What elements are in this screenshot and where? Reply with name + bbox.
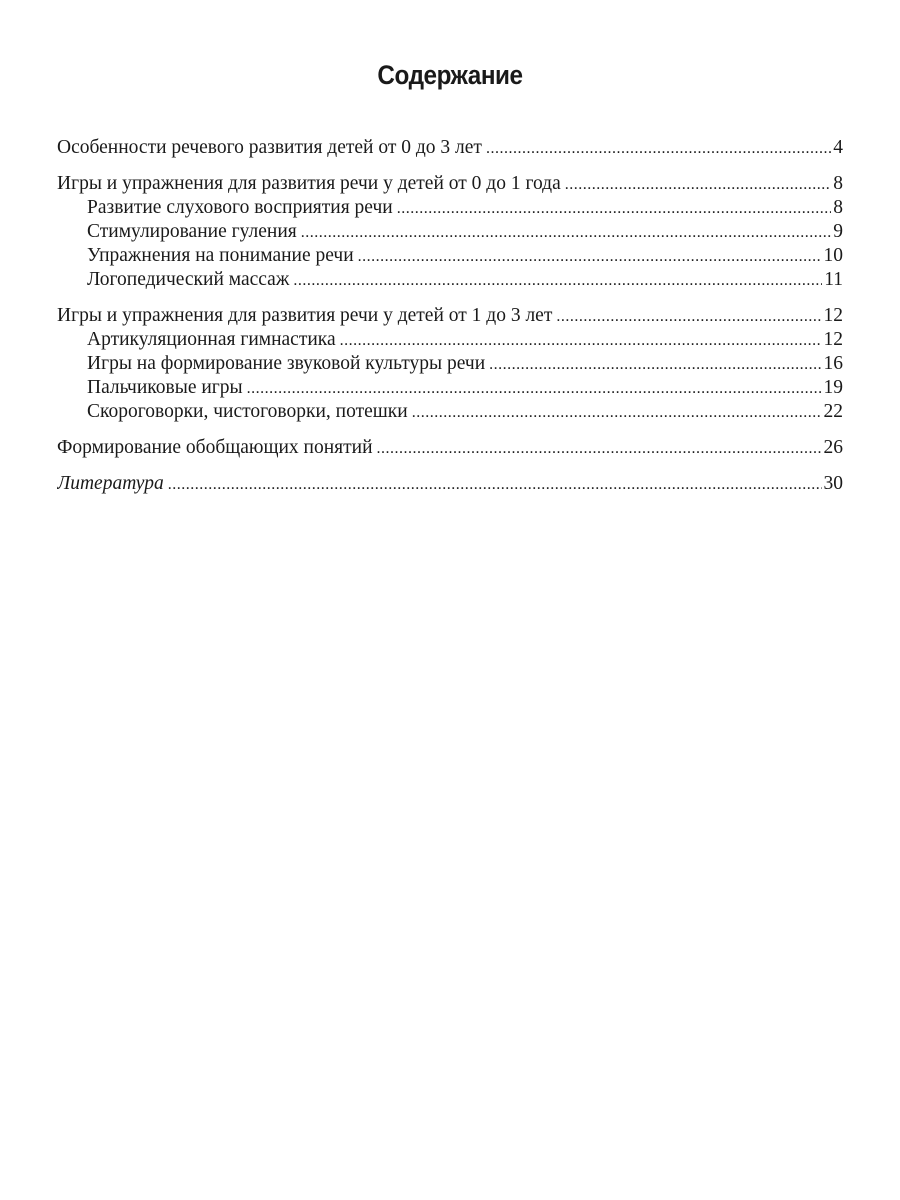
toc-page-number: 16 (823, 353, 843, 374)
toc-page-number: 8 (833, 197, 843, 218)
toc-entry-label: Особенности речевого развития детей от 0 до 3 лет (57, 137, 482, 158)
toc-entry-cooing-stimulation[interactable] (57, 220, 843, 244)
page-title: Содержание (377, 60, 523, 90)
dot-leader (358, 245, 822, 268)
toc-entry-label: Упражнения на понимание речи (87, 245, 354, 266)
toc-entry-label: Литература (57, 473, 164, 494)
dot-leader (247, 377, 822, 400)
toc-entry-label: Развитие слухового восприятия речи (87, 197, 393, 218)
toc-page-number: 22 (823, 401, 843, 422)
toc-entry-label: Формирование обобщающих понятий (57, 437, 373, 458)
toc-entry-games-0-1-year[interactable] (57, 172, 843, 196)
toc-entry-finger-games[interactable] (57, 376, 843, 400)
dot-leader (556, 305, 821, 328)
toc-page-number: 11 (824, 269, 843, 290)
toc-entry-label: Игры и упражнения для развития речи у детей от 1 до 3 лет (57, 305, 553, 326)
dot-leader (412, 401, 822, 424)
toc-entry-speech-understanding[interactable] (57, 244, 843, 268)
toc-entry-tongue-twisters[interactable] (57, 400, 843, 424)
toc-page-number: 9 (833, 221, 843, 242)
toc-entry-label: Игры на формирование звуковой культуры речи (87, 353, 486, 374)
toc-entry-auditory-perception[interactable] (57, 196, 843, 220)
dot-leader (301, 221, 832, 244)
dot-leader (397, 197, 832, 220)
dot-leader (565, 173, 832, 196)
toc-entry-speech-development-features[interactable] (57, 136, 843, 160)
toc-entry-label: Скороговорки, чистоговорки, потешки (87, 401, 408, 422)
toc-page-number: 19 (823, 377, 843, 398)
toc-page-number: 4 (833, 137, 843, 158)
dot-leader (168, 473, 822, 496)
toc-entry-speech-therapy-massage[interactable] (57, 268, 843, 292)
toc-page-number: 12 (823, 305, 843, 326)
toc-entry-label: Логопедический массаж (87, 269, 290, 290)
toc-entry-label: Стимулирование гуления (87, 221, 297, 242)
toc-entry-label: Пальчиковые игры (87, 377, 243, 398)
toc-entry-articulation-gymnastics[interactable] (57, 328, 843, 352)
dot-leader (293, 269, 822, 292)
dot-leader (340, 329, 822, 352)
toc-page-number: 26 (823, 437, 843, 458)
dot-leader (489, 353, 821, 376)
toc-entry-sound-culture-games[interactable] (57, 352, 843, 376)
toc-entry-generalizing-concepts[interactable] (57, 436, 843, 460)
toc-entry-literature[interactable] (57, 472, 843, 496)
toc-page-number: 8 (833, 173, 843, 194)
toc-entry-label: Игры и упражнения для развития речи у детей от 0 до 1 года (57, 173, 561, 194)
table-of-contents (57, 136, 843, 496)
toc-entry-label: Артикуляционная гимнастика (87, 329, 336, 350)
toc-page-number: 10 (823, 245, 843, 266)
toc-page-number: 30 (823, 473, 843, 494)
toc-entry-games-1-3-years[interactable] (57, 304, 843, 328)
dot-leader (486, 137, 831, 160)
toc-page-number: 12 (823, 329, 843, 350)
dot-leader (377, 437, 822, 460)
